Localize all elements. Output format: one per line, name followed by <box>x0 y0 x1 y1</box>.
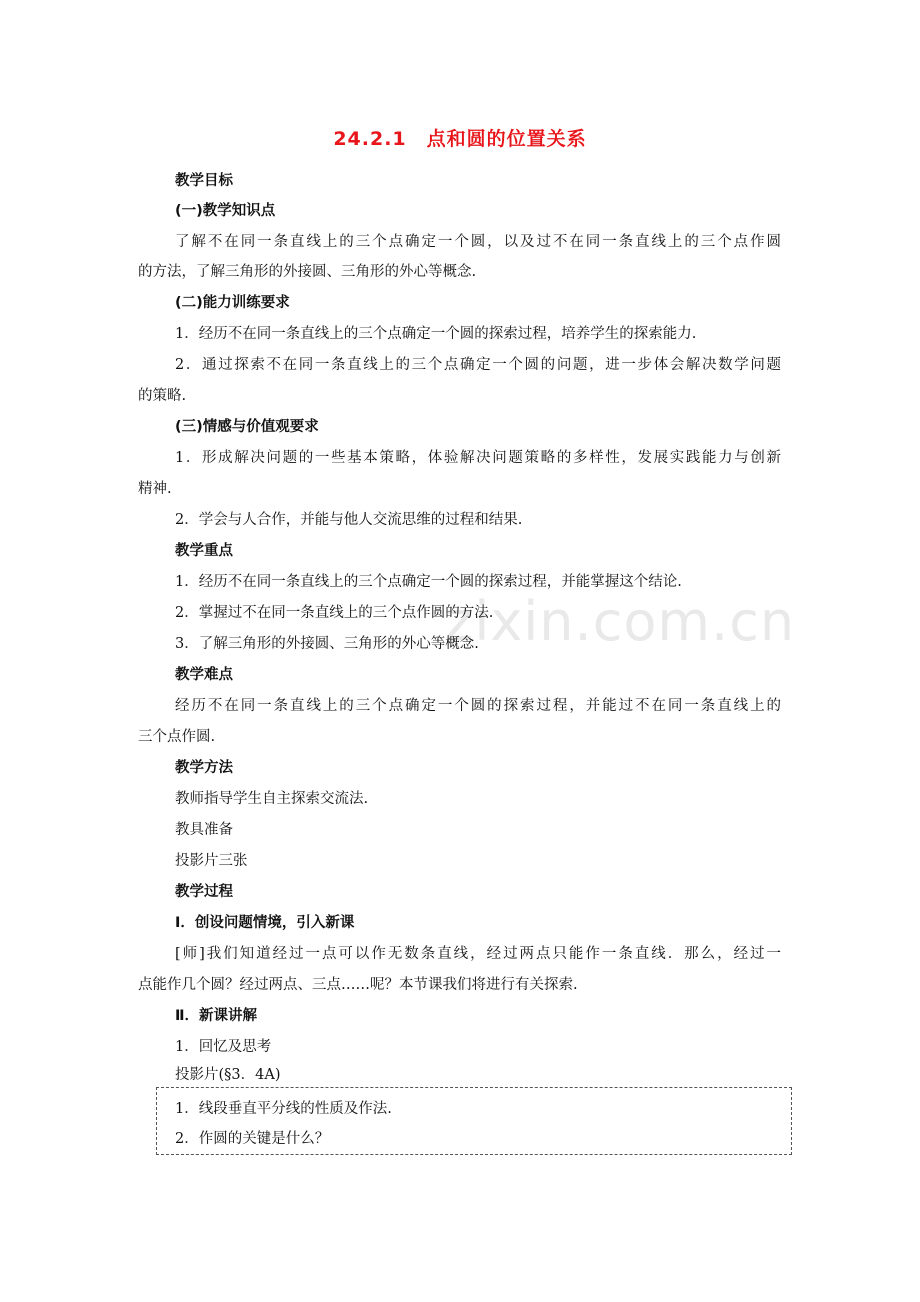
paragraph-line: 了解不在同一条直线上的三个点确定一个圆，以及过不在同一条直线上的三个点作圆 <box>175 234 781 250</box>
subheading-values: (三)情感与价值观要求 <box>175 419 319 435</box>
paragraph-line: 2．学会与人合作，并能与他人交流思维的过程和结果. <box>175 512 523 528</box>
paragraph-line: 教具准备 <box>175 822 233 838</box>
paragraph-line: 投影片三张 <box>175 853 248 869</box>
paragraph-line: 1．形成解决问题的一些基本策略，体验解决问题策略的多样性，发展实践能力与创新 <box>175 450 781 466</box>
paragraph-line: 经历不在同一条直线上的三个点确定一个圆的探索过程，并能过不在同一条直线上的 <box>175 698 781 714</box>
paragraph-line: [师]我们知道经过一点可以作无数条直线，经过两点只能作一条直线．那么，经过一 <box>175 946 781 962</box>
heading-teaching-objectives: 教学目标 <box>175 173 233 189</box>
paragraph-line: 投影片(§3．4A) <box>175 1067 281 1083</box>
paragraph-line: 3．了解三角形的外接圆、三角形的外心等概念. <box>175 636 479 652</box>
subheading-section-2: Ⅱ．新课讲解 <box>175 1008 258 1024</box>
box-line: 1．线段垂直平分线的性质及作法. <box>175 1101 392 1117</box>
page-title: 24.2.1 点和圆的位置关系 <box>333 128 587 150</box>
paragraph-line: 1．回忆及思考 <box>175 1039 272 1055</box>
subheading-knowledge: (一)教学知识点 <box>175 203 276 219</box>
paragraph-line: 2．通过探索不在同一条直线上的三个点确定一个圆的问题，进一步体会解决数学问题 <box>175 357 781 373</box>
heading-methods: 教学方法 <box>175 760 233 776</box>
paragraph-line: 1．经历不在同一条直线上的三个点确定一个圆的探索过程，培养学生的探索能力. <box>175 326 697 342</box>
subheading-ability: (二)能力训练要求 <box>175 295 290 311</box>
paragraph-line: 2．掌握过不在同一条直线上的三个点作圆的方法. <box>175 605 494 621</box>
subheading-section-1: Ⅰ．创设问题情境，引入新课 <box>175 915 355 931</box>
heading-difficulties: 教学难点 <box>175 667 233 683</box>
paragraph-line: 的策略. <box>138 388 187 404</box>
paragraph-line: 的方法，了解三角形的外接圆、三角形的外心等概念. <box>138 264 477 280</box>
paragraph-line: 1．经历不在同一条直线上的三个点确定一个圆的探索过程，并能掌握这个结论. <box>175 574 682 590</box>
watermark: zixin.com.cn <box>445 590 796 653</box>
heading-key-points: 教学重点 <box>175 543 233 559</box>
paragraph-line: 三个点作圆. <box>138 729 216 745</box>
paragraph-line: 精神. <box>138 481 172 497</box>
heading-process: 教学过程 <box>175 884 233 900</box>
paragraph-line: 教师指导学生自主探索交流法. <box>175 791 369 807</box>
box-line: 2．作圆的关键是什么？ <box>175 1131 330 1147</box>
paragraph-line: 点能作几个圆？经过两点、三点……呢？本节课我们将进行有关探索. <box>138 977 578 993</box>
